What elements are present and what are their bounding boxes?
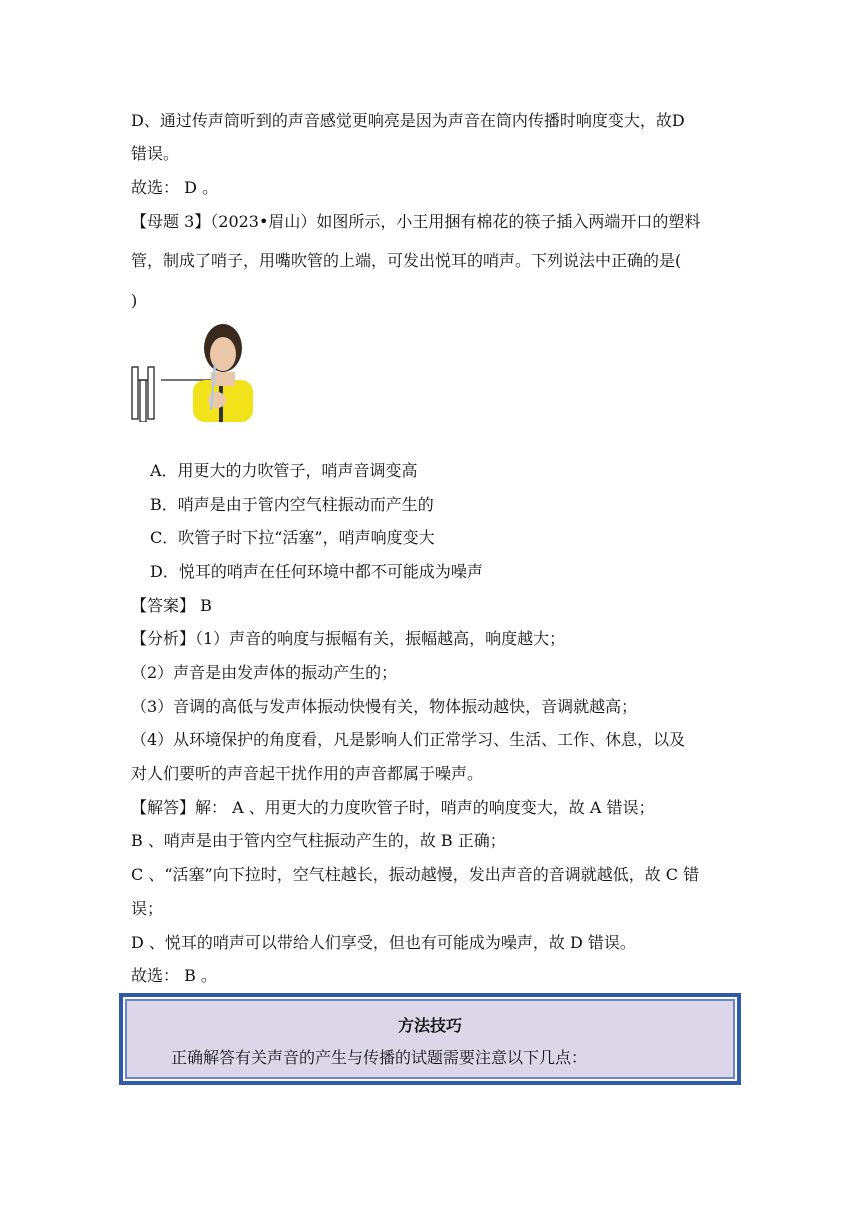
prev-answer-line-1: D、通过传声筒听到的声音感觉更响亮是因为声音在筒内传播时响度变大，故D [131,111,685,130]
solution-line-3: C 、“活塞”向下拉时，空气柱越长，振动越慢，发出声音的音调就越低，故 C 错 [131,865,700,884]
prev-conclusion: 故选： D 。 [131,178,219,197]
solution-line-5: D 、悦耳的哨声可以带给人们享受，但也有可能成为噪声，故 D 错误。 [131,933,636,952]
girl-photo-icon [193,324,253,422]
method-tips-title: 方法技巧 [397,1016,462,1035]
option-a: A．用更大的力吹管子，哨声音调变高 [150,461,418,480]
question-line-2: 管，制成了哨子，用嘴吹管的上端，可发出悦耳的哨声。下列说法中正确的是( [131,251,682,270]
analysis-line-3: （3）音调的高低与发声体振动快慢有关，物体振动越快，音调就越高； [131,697,638,716]
analysis-line-1: 【分析】（1）声音的响度与振幅有关，振幅越高，响度越大； [131,629,566,648]
answer-line: 【答案】 B [131,596,212,615]
solution-line-2: B 、哨声是由于管内空气柱振动产生的，故 B 正确； [131,831,506,850]
solution-conclusion: 故选： B 。 [131,966,217,985]
analysis-line-2: （2）声音是由发声体的振动产生的； [131,663,398,682]
solution-line-1: 【解答】解： A 、用更大的力度吹管子时，哨声的响度变大，故 A 错误； [131,798,655,817]
option-b: B．哨声是由于管内空气柱振动而产生的 [150,495,434,514]
question-line-3: ) [131,291,138,310]
option-c: C．吹管子时下拉“活塞”，哨声响度变大 [150,528,435,547]
analysis-line-4: （4）从环境保护的角度看，凡是影响人们正常学习、生活、工作、休息，以及 [131,730,686,749]
option-d: D．悦耳的哨声在任何环境中都不可能成为噪声 [150,562,483,581]
method-tips-box [119,993,741,1085]
question-line-1: 【母题 3】（2023•眉山）如图所示，小王用捆有棉花的筷子插入两端开口的塑料 [131,212,701,231]
solution-line-4: 误； [131,899,164,918]
whistle-figure [131,322,257,422]
analysis-line-5: 对人们要听的声音起干扰作用的声音都属于噪声。 [131,764,484,783]
method-tips-text: 正确解答有关声音的产生与传播的试题需要注意以下几点： [171,1048,588,1067]
prev-answer-line-2: 错误。 [131,144,180,163]
